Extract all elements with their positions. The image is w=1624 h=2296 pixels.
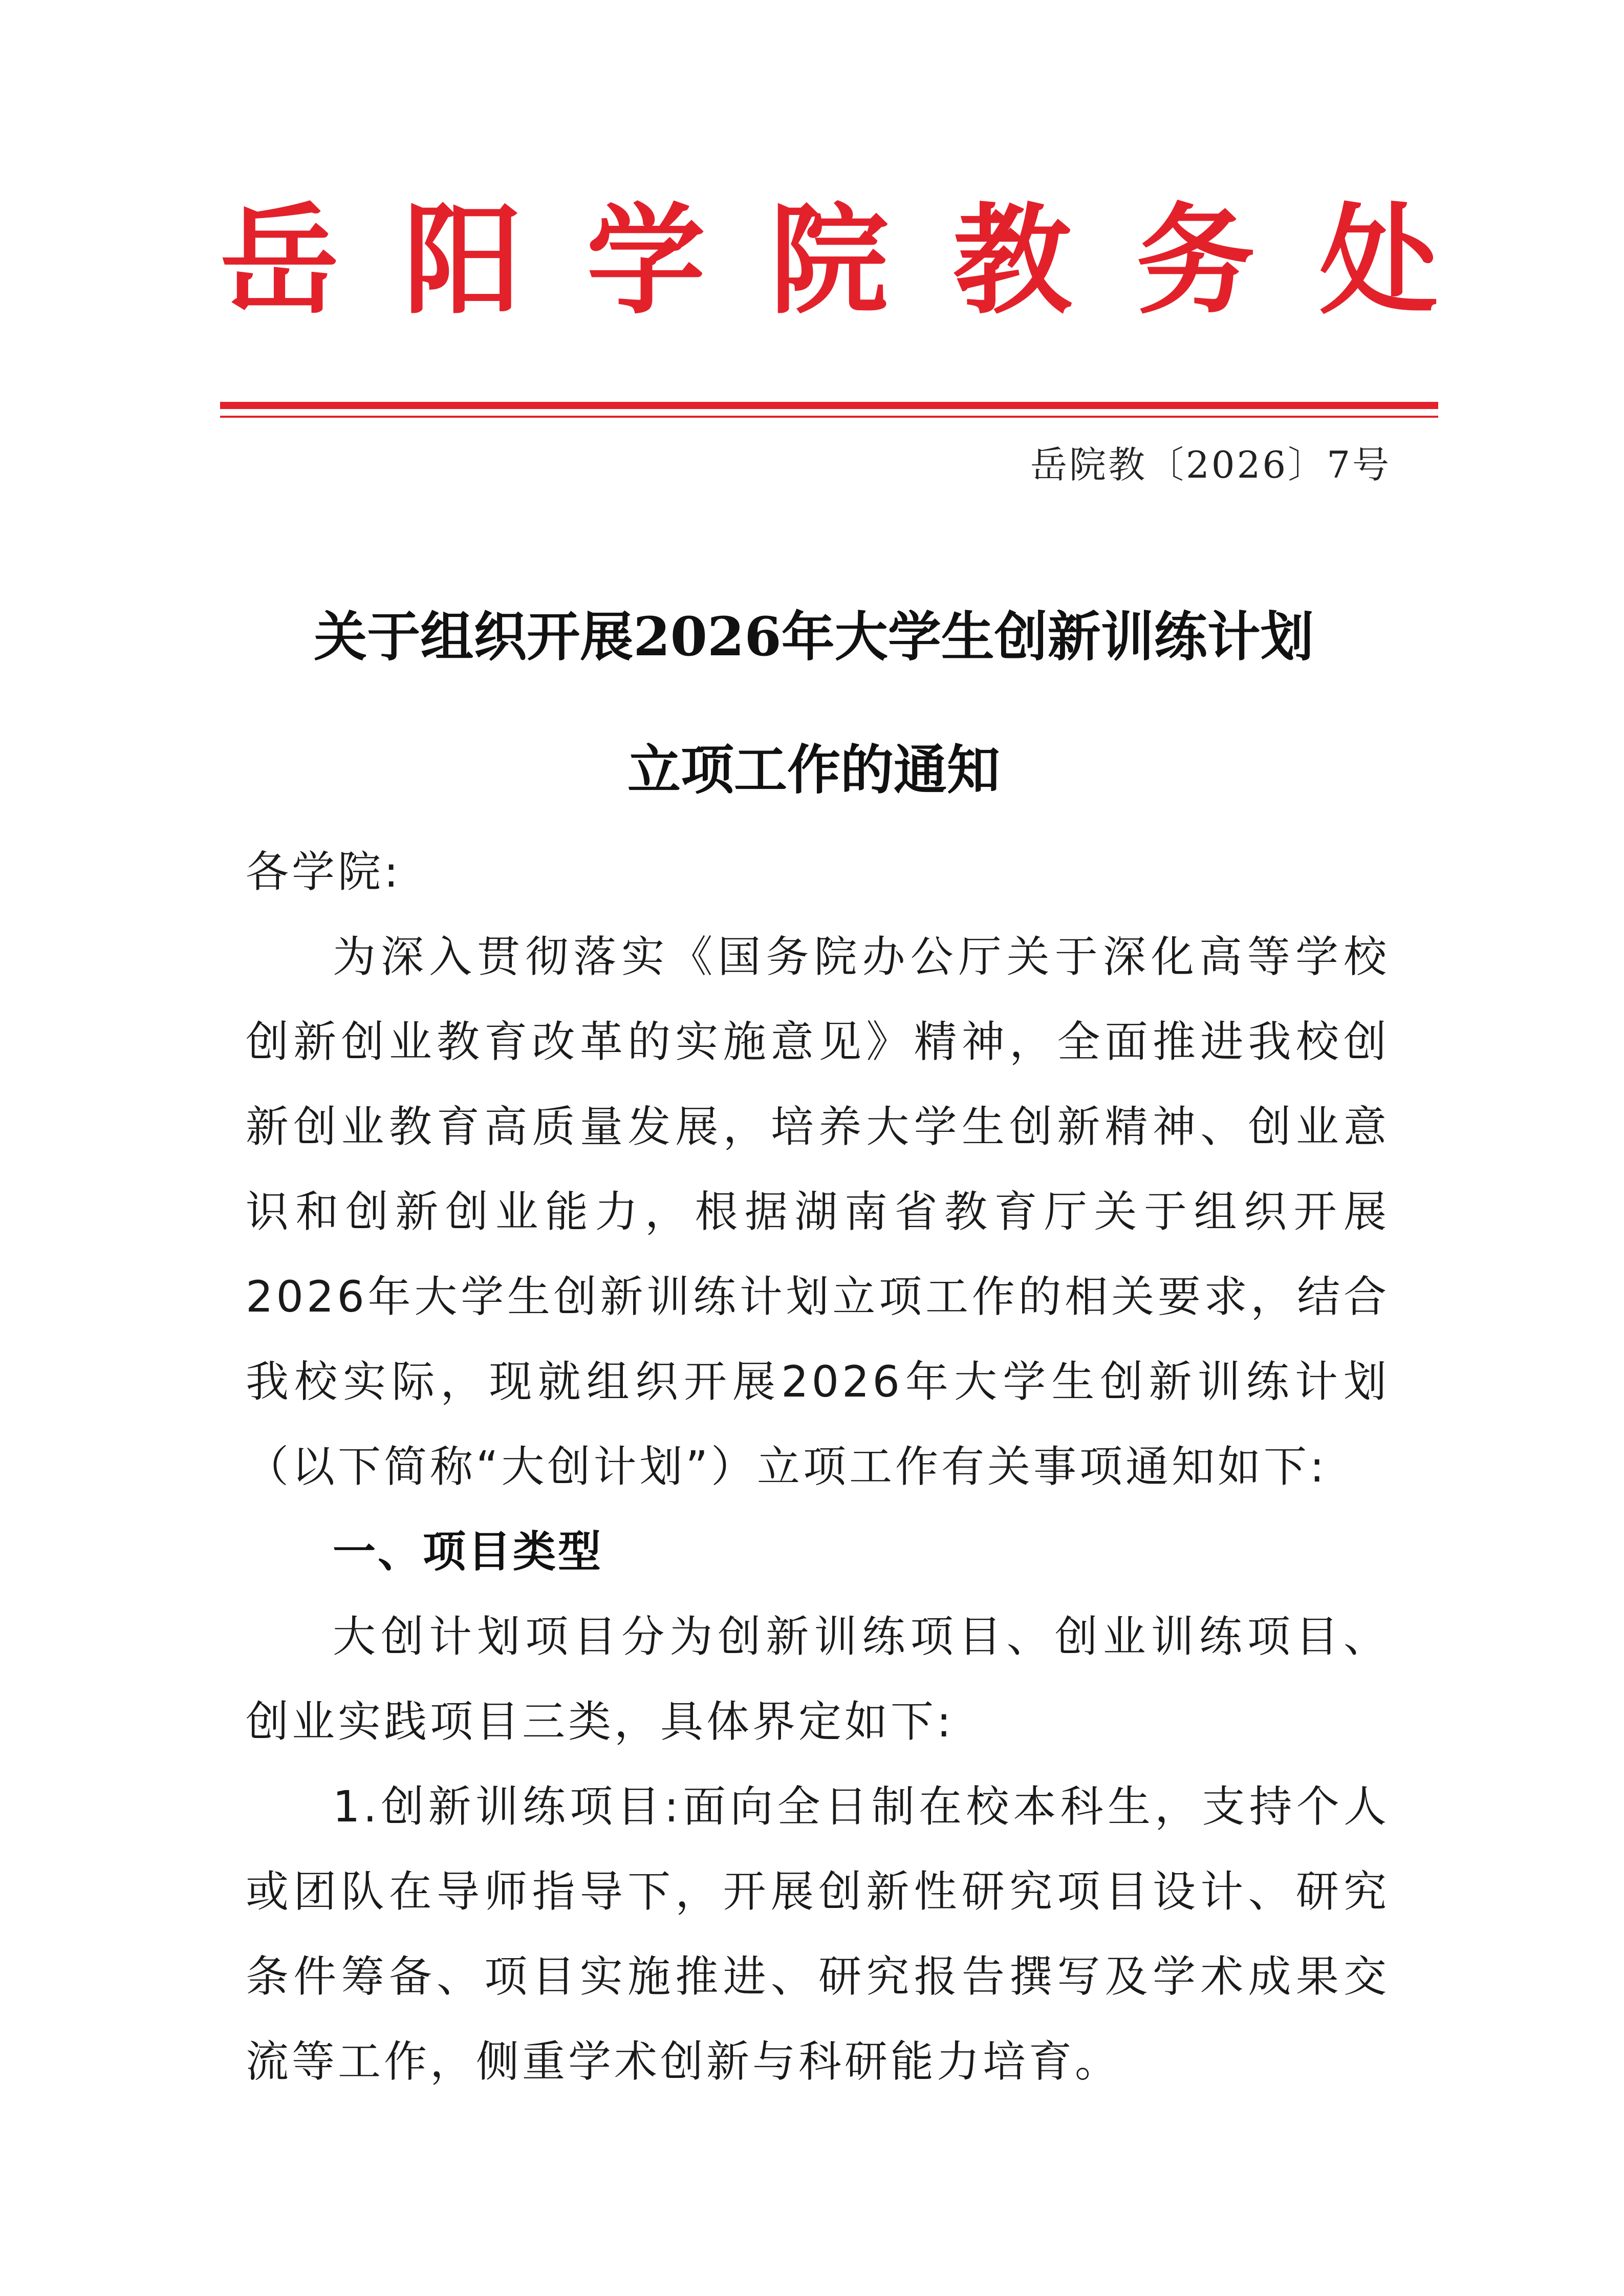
document-title-line-2: 立项工作的通知 [627, 738, 1000, 801]
document-number: 岳院教〔2026〕7号 [1030, 443, 1391, 486]
letterhead-divider-thin [220, 416, 1438, 418]
document-body [246, 829, 1390, 2104]
letterhead-char: 处 [1319, 192, 1438, 330]
document-title-line-1: 关于组织开展2026年大学生创新训练计划 [314, 605, 1314, 668]
letterhead-char: 教 [952, 192, 1072, 330]
letterhead-char: 岳 [220, 192, 339, 330]
salutation: 各学院: [246, 847, 402, 897]
letterhead-char: 阳 [403, 192, 522, 330]
intro-paragraph: 为深入贯彻落实《国务院办公厅关于深化高等学校创新创业教育改革的实施意见》精神，全面推进我校创新创业教育高质量发展，培养大学生创新精神、创业意识和创新创业能力，根据湖南省教育厅关于组织开展2026年大学生创新训练计划立项工作的相关要求，结合我校实际，现就组织开展2026年大学生创新训练计划（以下简称“大创计划”）立项工作有关事项通知如下: [246, 932, 1390, 1492]
letterhead-char: 院 [769, 192, 889, 330]
letterhead-divider-thick [220, 402, 1438, 409]
list-item: 1.创新训练项目:面向全日制在校本科生，支持个人或团队在导师指导下，开展创新性研究项目设计、研究条件筹备、项目实施推进、研究报告撰写及学术成果交流等工作，侧重学术创新与科研能力培育。 [246, 1782, 1390, 2087]
letterhead-char: 务 [1136, 192, 1255, 330]
letterhead-title [220, 192, 1438, 330]
section-heading: 一、项目类型 [333, 1527, 603, 1577]
letterhead-char: 学 [586, 192, 705, 330]
section-intro-paragraph: 大创计划项目分为创新训练项目、创业训练项目、创业实践项目三类，具体界定如下: [246, 1612, 1390, 1747]
